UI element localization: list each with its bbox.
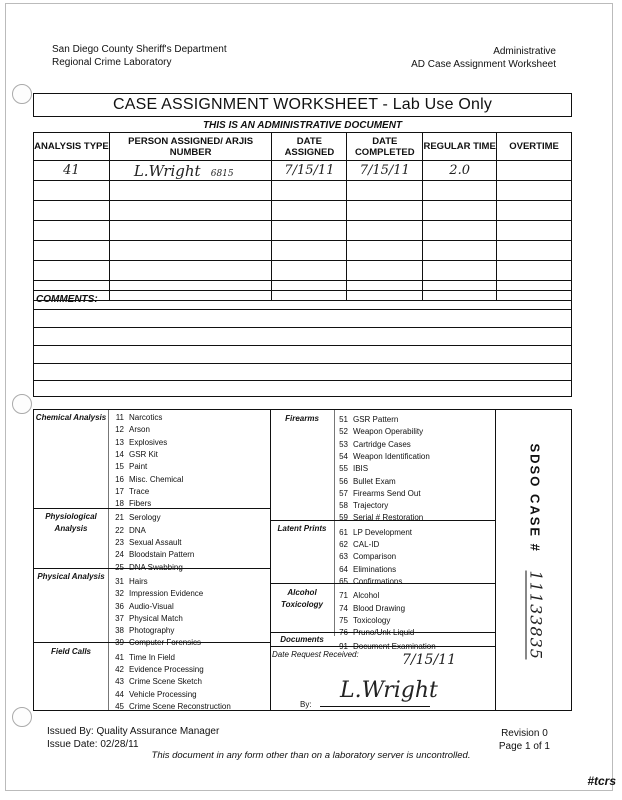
punch-hole	[12, 707, 32, 727]
code-item	[334, 628, 414, 638]
code-item	[334, 577, 402, 587]
code-item	[110, 614, 183, 624]
page-number: Page 1 of 1	[498, 741, 550, 752]
regular-time-cell[interactable]: 2.0	[423, 161, 497, 181]
category-documents: Documents	[280, 635, 324, 644]
code-item	[110, 450, 158, 460]
code-label: Computer Forensics	[129, 638, 202, 648]
code-item	[110, 589, 203, 599]
code-item	[110, 690, 197, 700]
code-label: Confirmations	[353, 576, 403, 586]
code-number: 24	[115, 550, 124, 560]
category-physical: Physical Analysis	[37, 572, 105, 581]
code-label: Pruno/Unk Liquid	[353, 628, 415, 638]
code-item	[110, 513, 161, 523]
code-label: Serial # Restoration	[353, 513, 424, 523]
code-number: 38	[115, 626, 124, 636]
code-label: Paint	[129, 462, 148, 472]
column-header: REGULAR TIME	[423, 133, 497, 161]
code-label: Cartridge Cases	[353, 439, 411, 449]
code-item	[334, 616, 390, 626]
category-latent-prints: Latent Prints	[277, 524, 327, 533]
code-number: 18	[115, 499, 124, 509]
code-item	[334, 501, 388, 511]
category-physiological: Physiological Analysis	[45, 512, 97, 533]
code-label: Arson	[129, 425, 150, 435]
code-label: Explosives	[129, 437, 168, 447]
code-label: Weapon Operability	[353, 427, 424, 437]
table-row	[34, 201, 572, 221]
code-number: 16	[115, 474, 124, 484]
org-line-2: Regional Crime Laboratory	[52, 57, 172, 68]
date-request-value[interactable]: 7/15/11	[402, 652, 456, 668]
comment-line	[34, 380, 571, 381]
code-label: Physical Match	[129, 613, 183, 623]
code-label: Trajectory	[353, 501, 389, 511]
org-line-1: San Diego County Sheriff's Department	[52, 44, 227, 55]
column-header: DATE COMPLETED	[347, 133, 423, 161]
divider	[34, 508, 270, 509]
date-assigned-cell[interactable]: 7/15/11	[272, 161, 347, 181]
code-label: Impression Evidence	[129, 589, 204, 599]
date-completed-cell[interactable]: 7/15/11	[347, 161, 423, 181]
code-number: 31	[115, 576, 124, 586]
code-label: Alcohol	[353, 591, 380, 601]
code-item	[334, 552, 396, 562]
code-number: 57	[339, 488, 348, 498]
code-item	[110, 550, 194, 560]
issued-by: Issued By: Quality Assurance Manager	[47, 726, 220, 737]
code-number: 22	[115, 525, 124, 535]
code-label: Vehicle Processing	[129, 689, 197, 699]
code-item	[334, 540, 379, 550]
code-label: Firearms Send Out	[353, 488, 421, 498]
by-label: By:	[300, 700, 312, 709]
code-number: 51	[339, 415, 348, 424]
code-item	[334, 528, 412, 538]
code-label: GSR Kit	[129, 449, 158, 459]
analysis-codes-panel	[33, 409, 572, 711]
code-item	[110, 665, 204, 675]
code-item	[110, 677, 202, 687]
code-item	[110, 462, 147, 472]
code-number: 11	[115, 413, 124, 422]
code-number: 59	[339, 513, 348, 523]
code-number: 52	[339, 427, 348, 437]
doc-type	[411, 45, 556, 71]
code-label: GSR Pattern	[353, 415, 399, 424]
code-item	[334, 477, 396, 487]
column-header: PERSON ASSIGNED/ ARJIS NUMBER	[109, 133, 272, 161]
revision: Revision 0	[501, 728, 548, 739]
code-number: 76	[339, 628, 348, 638]
code-label: Photography	[129, 626, 175, 636]
code-number: 15	[115, 462, 124, 472]
code-item	[110, 563, 183, 573]
issue-date: Issue Date: 02/28/11	[47, 739, 139, 750]
code-number: 13	[115, 437, 124, 447]
date-request-box	[270, 648, 495, 710]
code-item	[110, 499, 151, 509]
category-firearms: Firearms	[285, 414, 319, 423]
code-label: Eliminations	[353, 564, 397, 574]
doc-type-line-2: AD Case Assignment Worksheet	[411, 59, 556, 70]
code-label: DNA	[129, 525, 146, 535]
code-label: Serology	[129, 513, 161, 523]
code-number: 37	[115, 613, 124, 623]
code-item	[110, 538, 181, 548]
code-item	[334, 464, 368, 474]
code-item	[110, 475, 183, 485]
signature-line	[320, 706, 430, 707]
code-label: Misc. Chemical	[129, 474, 184, 484]
analysis-type-cell[interactable]: 41	[34, 161, 110, 181]
table-header-row	[34, 133, 572, 161]
code-item	[110, 702, 231, 712]
comment-line	[34, 327, 571, 328]
code-number: 25	[115, 562, 124, 572]
code-label: Comparison	[353, 552, 397, 562]
code-label: IBIS	[353, 464, 369, 474]
code-label: Blood Drawing	[353, 603, 406, 613]
table-row	[34, 181, 572, 201]
comments-box[interactable]	[33, 290, 572, 397]
org-name	[52, 43, 227, 69]
code-number: 43	[115, 677, 124, 687]
comment-line	[34, 345, 571, 346]
code-item	[334, 415, 398, 425]
issued-block	[47, 725, 219, 751]
page-title: CASE ASSIGNMENT WORKSHEET - Lab Use Only	[33, 93, 572, 117]
code-item	[110, 425, 150, 435]
code-label: Bullet Exam	[353, 476, 396, 486]
code-item	[334, 452, 430, 462]
person-assigned-cell[interactable]	[109, 161, 272, 181]
code-number: 75	[339, 615, 348, 625]
code-number: 56	[339, 476, 348, 486]
code-label: Trace	[129, 486, 150, 496]
code-number: 45	[115, 701, 124, 711]
column-header: OVERTIME	[497, 133, 572, 161]
request-signature: L.Wright	[340, 678, 438, 703]
code-label: LP Development	[353, 527, 412, 537]
code-number: 17	[115, 486, 124, 496]
code-number: 12	[115, 425, 124, 435]
code-number: 65	[339, 576, 348, 586]
code-label: Crime Scene Reconstruction	[129, 701, 231, 711]
code-item	[110, 577, 148, 587]
code-number: 61	[339, 527, 348, 537]
divider	[108, 410, 109, 710]
code-item	[110, 413, 162, 423]
code-number: 53	[339, 439, 348, 449]
code-label: Crime Scene Sketch	[129, 677, 202, 687]
punch-hole	[12, 84, 32, 104]
code-item	[334, 489, 421, 499]
code-item	[110, 638, 201, 648]
sdso-case-column	[504, 424, 564, 694]
code-number: 74	[339, 603, 348, 613]
uncontrolled-notice: This document in any form other than on a laboratory server is uncontrolled.	[151, 750, 471, 761]
code-item	[334, 513, 423, 523]
assignment-table	[33, 132, 572, 301]
code-number: 36	[115, 601, 124, 611]
punch-hole	[12, 394, 32, 414]
sdso-case-label: SDSO CASE #	[527, 443, 543, 553]
document-subtitle: THIS IS AN ADMINISTRATIVE DOCUMENT	[202, 120, 403, 131]
code-number: 64	[339, 564, 348, 574]
code-number: 44	[115, 689, 124, 699]
code-number: 71	[339, 591, 348, 601]
code-number: 55	[339, 464, 348, 474]
doc-type-line-1: Administrative	[493, 46, 556, 57]
column-header: DATE ASSIGNED	[272, 133, 347, 161]
person-signature: L.Wright	[133, 161, 201, 180]
category-alcohol: Alcohol Toxicology	[281, 588, 323, 609]
corner-tag: #tcrs	[587, 774, 616, 788]
code-item	[110, 626, 174, 636]
table-row	[34, 261, 572, 281]
code-item	[110, 438, 167, 448]
code-label: Evidence Processing	[129, 665, 204, 674]
code-label: Hairs	[129, 576, 148, 586]
code-number: 14	[115, 449, 124, 459]
comment-line	[34, 363, 571, 364]
code-label: DNA Swabbing	[129, 562, 183, 572]
code-label: Bloodstain Pattern	[129, 550, 195, 560]
code-label: Audio-Visual	[129, 601, 174, 611]
code-number: 21	[115, 513, 124, 523]
code-number: 63	[339, 552, 348, 562]
arjis-number: 6815	[210, 168, 234, 179]
code-item	[110, 526, 146, 536]
code-number: 54	[339, 451, 348, 461]
code-label: Narcotics	[129, 413, 163, 422]
code-item	[110, 653, 175, 663]
code-item	[334, 604, 405, 614]
sdso-case-number[interactable]: 11133835	[526, 570, 546, 660]
column-header: ANALYSIS TYPE	[34, 133, 110, 161]
table-row	[34, 241, 572, 261]
code-item	[334, 591, 379, 601]
code-item	[334, 565, 396, 575]
code-number: 91	[339, 642, 348, 652]
code-item	[334, 440, 411, 450]
comments-label: COMMENTS:	[36, 294, 98, 305]
code-number: 32	[115, 589, 124, 599]
code-number: 42	[115, 665, 124, 674]
code-number: 39	[115, 638, 124, 648]
code-label: Toxicology	[353, 615, 391, 625]
date-request-label: Date Request Received:	[272, 650, 359, 659]
code-number: 23	[115, 538, 124, 547]
comment-line	[34, 309, 571, 310]
code-number: 62	[339, 540, 348, 549]
overtime-cell[interactable]	[497, 161, 572, 181]
code-label: Sexual Assault	[129, 538, 182, 547]
code-number: 58	[339, 501, 348, 511]
sdso-case-label-block	[527, 444, 546, 664]
code-label: Time In Field	[129, 652, 175, 662]
code-label: CAL-ID	[353, 540, 380, 549]
code-item	[110, 602, 174, 612]
code-label: Document Examination	[353, 642, 436, 652]
code-item	[334, 427, 423, 437]
table-row	[34, 161, 572, 181]
code-item	[110, 487, 149, 497]
code-number: 41	[115, 652, 124, 662]
divider	[495, 410, 496, 710]
category-field-calls: Field Calls	[50, 647, 91, 656]
code-label: Weapon Identification	[353, 451, 430, 461]
code-label: Fibers	[129, 499, 152, 509]
category-chemical: Chemical Analysis	[35, 413, 107, 422]
table-row	[34, 221, 572, 241]
